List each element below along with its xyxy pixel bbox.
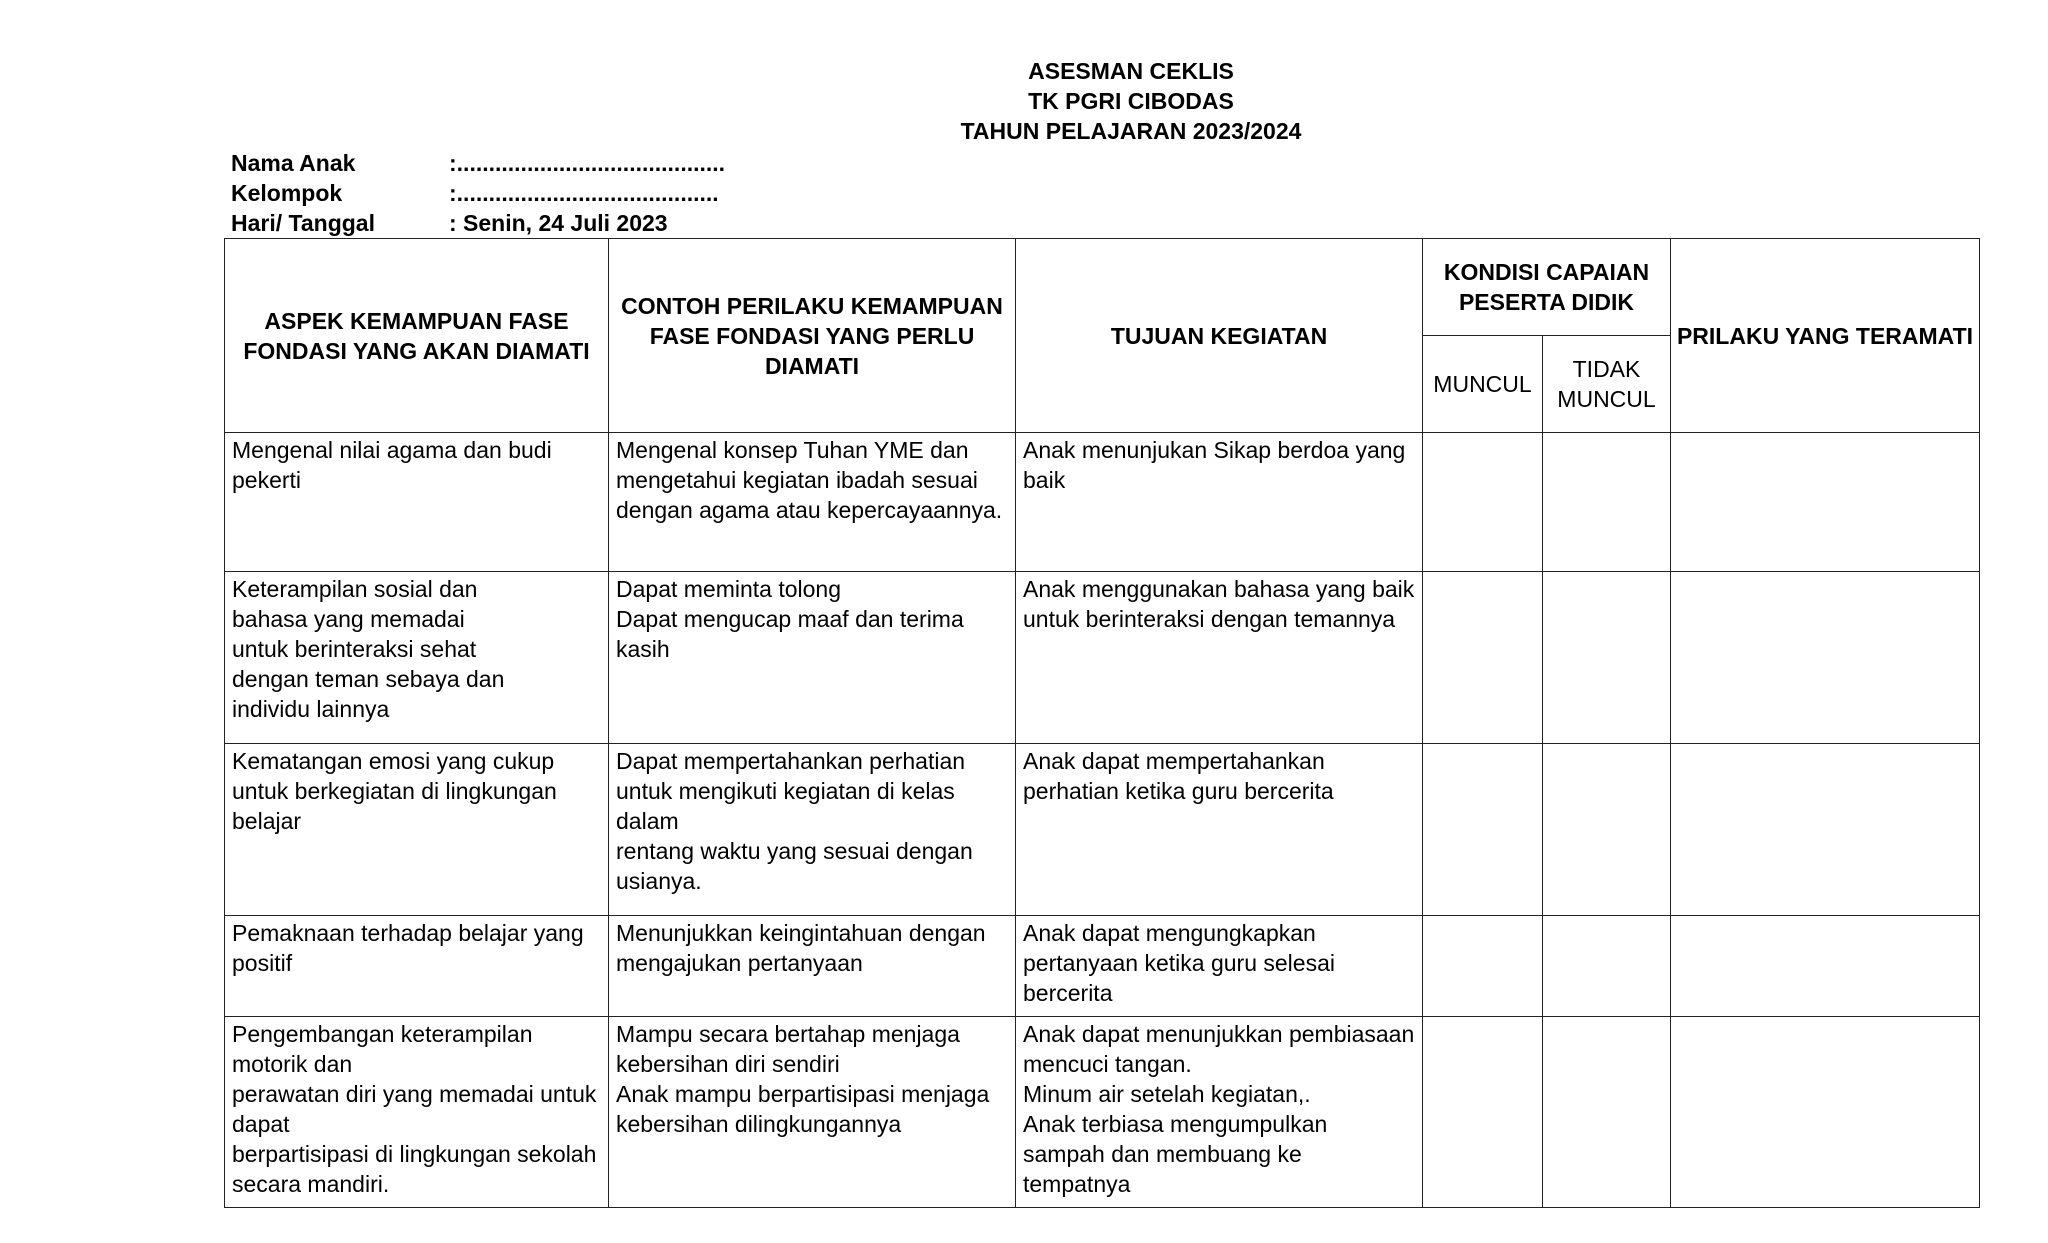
- cell-text: berpartisipasi di lingkungan sekolah secara mandiri.: [232, 1141, 597, 1197]
- table-row: [225, 916, 1980, 1017]
- cell-tujuan: [1016, 433, 1423, 572]
- header-tujuan: TUJUAN KEGIATAN: [1016, 239, 1423, 433]
- table-row: [225, 744, 1980, 916]
- cell-text: dengan teman sebaya dan: [232, 666, 505, 692]
- cell-aspek: [225, 744, 609, 916]
- cell-text: Anak mampu berpartisipasi menjaga kebersihan dilingkungannya: [616, 1081, 990, 1137]
- cell-text: Mengenal nilai agama dan budi pekerti: [232, 437, 552, 493]
- student-info: [231, 148, 725, 238]
- document-title: [0, 56, 2048, 146]
- info-value: :..........................................: [449, 150, 726, 176]
- cell-text: Kematangan emosi yang cukup untuk berkegiatan di lingkungan belajar: [232, 748, 557, 834]
- cell-text: Anak menggunakan bahasa yang baik untuk berinteraksi dengan temannya: [1023, 576, 1415, 632]
- cell-prilaku[interactable]: [1671, 433, 1980, 572]
- cell-tidak-muncul[interactable]: [1543, 744, 1671, 916]
- cell-prilaku[interactable]: [1671, 1017, 1980, 1208]
- cell-text: Anak dapat mempertahankan perhatian ketika guru bercerita: [1023, 748, 1334, 804]
- info-label: Nama Anak: [231, 150, 356, 176]
- cell-text: rentang waktu yang sesuai dengan usianya.: [616, 838, 973, 894]
- cell-text: Pemaknaan terhadap belajar yang positif: [232, 920, 584, 976]
- cell-text: Anak dapat mengungkapkan pertanyaan ketika guru selesai bercerita: [1023, 920, 1335, 1006]
- title-line-1: ASESMAN CEKLIS: [1028, 58, 1234, 84]
- cell-text: Anak menunjukan Sikap berdoa yang baik: [1023, 437, 1406, 493]
- cell-text: untuk berinteraksi sehat: [232, 636, 477, 662]
- header-kondisi: KONDISI CAPAIAN PESERTA DIDIK: [1423, 239, 1671, 336]
- cell-text: Dapat meminta tolong: [616, 576, 842, 602]
- cell-tidak-muncul[interactable]: [1543, 916, 1671, 1017]
- info-value: : Senin, 24 Juli 2023: [449, 210, 668, 236]
- cell-prilaku[interactable]: [1671, 744, 1980, 916]
- cell-tujuan: [1016, 1017, 1423, 1208]
- info-label: Kelompok: [231, 180, 343, 206]
- title-line-3: TAHUN PELAJARAN 2023/2024: [960, 118, 1302, 144]
- cell-tujuan: [1016, 916, 1423, 1017]
- cell-aspek: [225, 1017, 609, 1208]
- cell-text: individu lainnya: [232, 696, 390, 722]
- header-muncul: MUNCUL: [1423, 336, 1543, 433]
- cell-tidak-muncul[interactable]: [1543, 1017, 1671, 1208]
- cell-contoh: [609, 744, 1016, 916]
- cell-text: Mengenal konsep Tuhan YME dan mengetahui kegiatan ibadah sesuai dengan agama atau kepercayaannya.: [616, 437, 1003, 523]
- cell-tujuan: [1016, 744, 1423, 916]
- cell-text: Dapat mengucap maaf dan terima kasih: [616, 606, 964, 662]
- cell-muncul[interactable]: [1423, 572, 1543, 744]
- cell-aspek: [225, 916, 609, 1017]
- cell-text: Anak terbiasa mengumpulkan sampah dan membuang ke tempatnya: [1023, 1111, 1328, 1197]
- cell-muncul[interactable]: [1423, 1017, 1543, 1208]
- table-row: [225, 433, 1980, 572]
- cell-contoh: [609, 572, 1016, 744]
- cell-text: Dapat mempertahankan perhatian untuk mengikuti kegiatan di kelas dalam: [616, 748, 966, 834]
- cell-contoh: [609, 433, 1016, 572]
- info-row-tanggal: [231, 208, 725, 238]
- cell-tidak-muncul[interactable]: [1543, 572, 1671, 744]
- cell-text: Menunjukkan keingintahuan dengan mengajukan pertanyaan: [616, 920, 986, 976]
- cell-text: Anak dapat menunjukkan pembiasaan mencuci tangan.: [1023, 1021, 1415, 1077]
- cell-aspek: [225, 433, 609, 572]
- cell-contoh: [609, 1017, 1016, 1208]
- title-line-2: TK PGRI CIBODAS: [1028, 88, 1234, 114]
- cell-text: perawatan diri yang memadai untuk dapat: [232, 1081, 597, 1137]
- table-body: [225, 433, 1980, 1208]
- header-prilaku: PRILAKU YANG TERAMATI: [1671, 239, 1980, 433]
- info-label: Hari/ Tanggal: [231, 210, 375, 236]
- table-row: [225, 1017, 1980, 1208]
- cell-text: bahasa yang memadai: [232, 606, 465, 632]
- cell-prilaku[interactable]: [1671, 572, 1980, 744]
- cell-text: Pengembangan keterampilan motorik dan: [232, 1021, 533, 1077]
- cell-contoh: [609, 916, 1016, 1017]
- cell-aspek: [225, 572, 609, 744]
- info-row-kelompok: [231, 178, 725, 208]
- cell-muncul[interactable]: [1423, 916, 1543, 1017]
- header-contoh: CONTOH PERILAKU KEMAMPUAN FASE FONDASI YANG PERLU DIAMATI: [609, 239, 1016, 433]
- info-row-nama: [231, 148, 725, 178]
- cell-text: Mampu secara bertahap menjaga kebersihan diri sendiri: [616, 1021, 960, 1077]
- cell-prilaku[interactable]: [1671, 916, 1980, 1017]
- checklist-table: [224, 238, 1980, 1208]
- header-aspek: ASPEK KEMAMPUAN FASE FONDASI YANG AKAN DIAMATI: [225, 239, 609, 433]
- cell-text: Keterampilan sosial dan: [232, 576, 478, 602]
- cell-muncul[interactable]: [1423, 744, 1543, 916]
- header-tidak-muncul: TIDAK MUNCUL: [1543, 336, 1671, 433]
- cell-tujuan: [1016, 572, 1423, 744]
- cell-text: Minum air setelah kegiatan,.: [1023, 1081, 1311, 1107]
- cell-tidak-muncul[interactable]: [1543, 433, 1671, 572]
- cell-muncul[interactable]: [1423, 433, 1543, 572]
- info-value: :.........................................: [449, 180, 719, 206]
- table-row: [225, 572, 1980, 744]
